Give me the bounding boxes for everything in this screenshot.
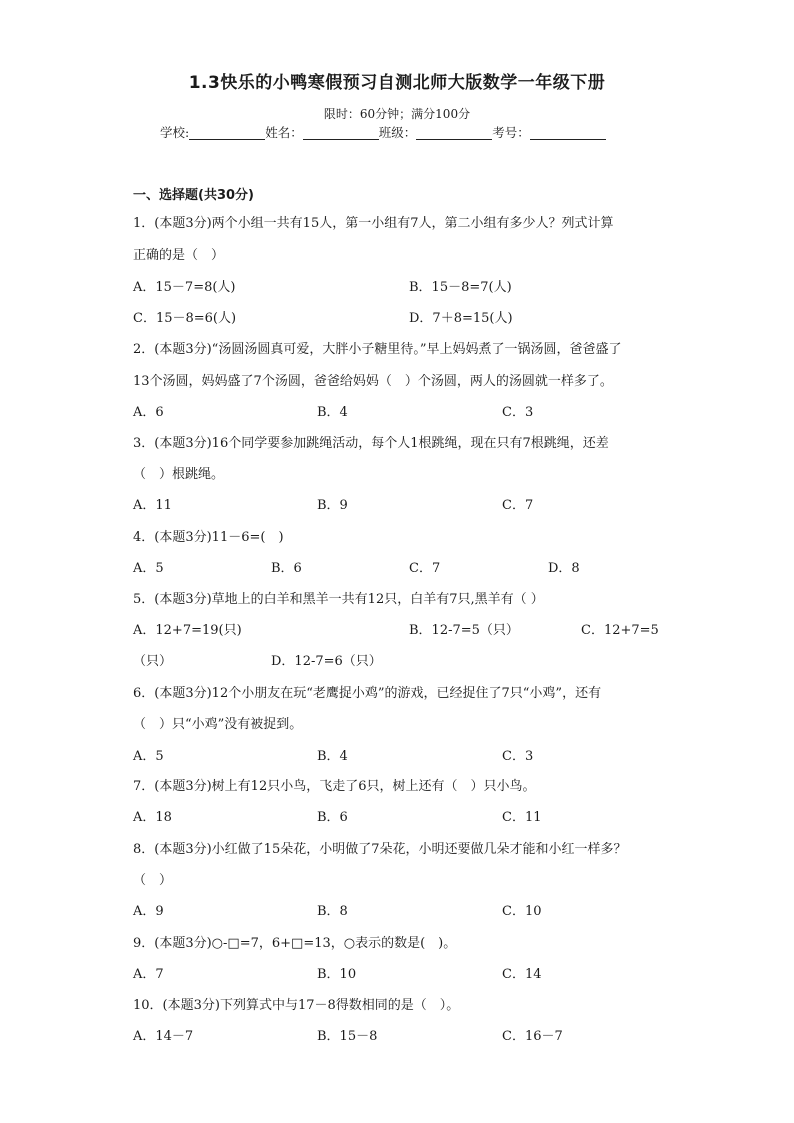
name-blank[interactable] (303, 125, 379, 140)
q7-option-a[interactable]: A．18 (133, 810, 172, 825)
time-limit-text: 限时：60分钟；满分100分 (323, 107, 471, 121)
exam-no-label: 考号： (492, 125, 530, 140)
class-label: 班级： (378, 125, 417, 140)
school-blank[interactable] (189, 125, 265, 140)
q1-option-b[interactable]: B．15－8=7(人) (409, 280, 512, 295)
q7-option-c[interactable]: C．11 (502, 810, 542, 825)
q4-option-d[interactable]: D．8 (548, 561, 580, 576)
q2-option-b[interactable]: B．4 (317, 405, 348, 420)
q4-option-c[interactable]: C．7 (409, 561, 441, 576)
school-label: 学校: (160, 125, 190, 140)
question-1-text-cont: 正确的是（ ） (133, 248, 225, 263)
q9-option-a[interactable]: A．7 (133, 967, 164, 982)
q8-option-b[interactable]: B．8 (317, 904, 348, 919)
exam-no-blank[interactable] (530, 125, 606, 140)
q1-option-c[interactable]: C．15－8=6(人) (133, 311, 237, 326)
q6-option-b[interactable]: B．4 (317, 749, 348, 764)
q3-option-b[interactable]: B．9 (317, 498, 348, 513)
q10-option-a[interactable]: A．14－7 (133, 1029, 194, 1044)
question-4-text: 4．(本题3分)11－6=( ) (133, 530, 284, 545)
student-info-row (160, 123, 606, 141)
question-5-text: 5．(本题3分)草地上的白羊和黑羊一共有12只，白羊有7只,黑羊有（ ） (133, 592, 544, 607)
q10-option-c[interactable]: C．16－7 (502, 1029, 563, 1044)
class-blank[interactable] (416, 125, 492, 140)
q3-option-a[interactable]: A．11 (133, 498, 172, 513)
q9-option-b[interactable]: B．10 (317, 967, 357, 982)
q1-option-d[interactable]: D．7＋8=15(人) (409, 311, 513, 326)
question-2-text: 2．(本题3分)“汤圆汤圆真可爱，大胖小子糖里待。”早上妈妈煮了一锅汤圆，爸爸盛了 (133, 342, 622, 357)
q6-option-c[interactable]: C．3 (502, 749, 534, 764)
question-10-text: 10．(本题3分)下列算式中与17－8得数相同的是（ ）。 (133, 998, 460, 1013)
q3-option-c[interactable]: C．7 (502, 498, 534, 513)
question-3-text: 3．(本题3分)16个同学要参加跳绳活动，每个人1根跳绳，现在只有7根跳绳，还差 (133, 436, 609, 451)
question-8-text-cont: （ ） (133, 873, 173, 888)
q5-option-c[interactable]: C．12+7=5 (581, 623, 659, 638)
question-6-text: 6．(本题3分)12个小朋友在玩“老鹰捉小鸡”的游戏，已经捉住了7只“小鸡”，还有 (133, 686, 602, 701)
q8-option-a[interactable]: A．9 (133, 904, 164, 919)
question-1-text: 1．(本题3分)两个小组一共有15人，第一小组有7人，第二小组有多少人？列式计算 (133, 216, 614, 231)
q10-option-b[interactable]: B．15－8 (317, 1029, 378, 1044)
q4-option-b[interactable]: B．6 (271, 561, 302, 576)
q5-option-c-cont[interactable]: （只） (133, 654, 173, 669)
q5-option-b[interactable]: B．12-7=5（只） (409, 623, 519, 638)
question-6-text-cont: （ ）只“小鸡”没有被捉到。 (133, 717, 303, 732)
section-heading: 一、选择题(共30分) (133, 188, 254, 203)
q1-option-a[interactable]: A．15－7=8(人) (133, 280, 236, 295)
question-7-text: 7．(本题3分)树上有12只小鸟，飞走了6只，树上还有（ ）只小鸟。 (133, 779, 536, 794)
question-8-text: 8．(本题3分)小红做了15朵花，小明做了7朵花，小明还要做几朵才能和小红一样多？ (133, 842, 627, 857)
question-9-text: 9．(本题3分)○-□=7，6+□=13，○表示的数是( )。 (133, 936, 457, 951)
q9-option-c[interactable]: C．14 (502, 967, 542, 982)
q2-option-c[interactable]: C．3 (502, 405, 534, 420)
q6-option-a[interactable]: A．5 (133, 749, 164, 764)
name-label: 姓名： (265, 125, 303, 140)
q7-option-b[interactable]: B．6 (317, 810, 348, 825)
q5-option-a[interactable]: A．12+7=19(只) (133, 623, 242, 638)
q4-option-a[interactable]: A．5 (133, 561, 164, 576)
q8-option-c[interactable]: C．10 (502, 904, 542, 919)
question-2-text-cont: 13个汤圆，妈妈盛了7个汤圆，爸爸给妈妈（ ）个汤圆，两人的汤圆就一样多了。 (133, 374, 613, 389)
q2-option-a[interactable]: A．6 (133, 405, 164, 420)
question-3-text-cont: （ ）根跳绳。 (133, 467, 225, 482)
page-title: 1.3快乐的小鸭寒假预习自测北师大版数学一年级下册 (188, 73, 606, 93)
q5-option-d[interactable]: D．12-7=6（只） (271, 654, 382, 669)
